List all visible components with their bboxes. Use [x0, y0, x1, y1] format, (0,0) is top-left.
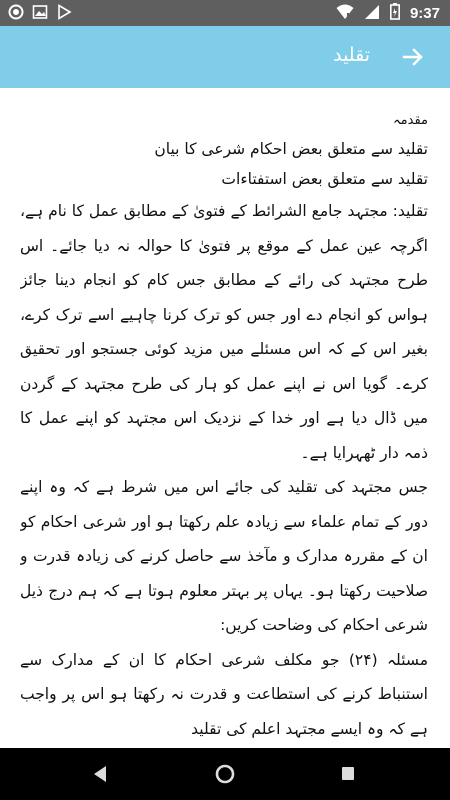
navigation-bar: [0, 748, 450, 800]
circle-icon: [8, 4, 24, 25]
page-title: تقلید: [333, 44, 370, 66]
status-bar: [0, 0, 450, 26]
heading-introduction: مقدمہ: [393, 113, 428, 128]
home-circle-icon[interactable]: [215, 764, 235, 788]
wifi-icon: [336, 4, 354, 24]
heading-queries: تقلید سے متعلق بعض استفتاءات: [221, 170, 428, 188]
arrow-right-icon[interactable]: [400, 44, 426, 70]
paragraph-definition: تقلید: مجتہد جامع الشرائط کے فتویٰ کے مطابق عمل کا نام ہے، اگرچہ عین عمل کے موقع پر فتویٰ کا حوالہ نہ دیا جائے۔ اس طرح مجتہد کی رائے کے مطابق جس کام کو انجام دینا جائز ہواس کو انجام دے اور جس کو ترک کرنا چاہیے اسے ترک کرے، بغیر اس کے کہ اس مسئلے میں مزید کوئی جستجو اور تحقیق کرے۔ گویا اس نے اپنے عمل کو ہار کی طرح مجتہد کے گردن میں ڈال دیا ہے اور خدا کے نزدیک اس مجتہد کو اپنے عمل کا ذمہ دار ٹھہرایا ہے۔: [20, 202, 428, 462]
signal-icon: [364, 4, 380, 24]
play-store-icon: [56, 4, 72, 25]
paragraph-conditions: جس مجتہد کی تقلید کی جائے اس میں شرط ہے کہ وہ اپنے دور کے تمام علماء سے زیادہ علم رکھتا ہو اور شرعی احکام کو ان کے مقررہ مدارک و مآخذ سے حاصل کرنے کی زیادہ قدرت و صلاحیت رکھتا ہو۔ یہاں پر بہتر معلوم ہوتا ہے کہ ہم درج ذیل شرعی احکام کی وضاحت کریں:: [20, 478, 428, 634]
status-time: 9:37: [409, 5, 440, 22]
back-triangle-icon[interactable]: [91, 764, 109, 788]
recents-square-icon[interactable]: [340, 765, 356, 787]
paragraph-issue-24: مسئلہ (۲۴) جو مکلف شرعی احکام کا ان کے مدارک سے استنباط کرنے کی استطاعت و قدرت نہ رکھتا ہو اس پر واجب ہے کہ وہ ایسے مجتہد اعلم کی تقلید: [20, 650, 428, 738]
heading-rulings: تقلید سے متعلق بعض احکام شرعی کا بیان: [154, 140, 428, 158]
status-left-icons: [8, 4, 72, 25]
battery-icon: [390, 3, 400, 24]
article-content: [20, 108, 428, 748]
status-right-icons: [336, 3, 440, 24]
app-bar: [0, 26, 450, 88]
image-icon: [32, 4, 48, 25]
